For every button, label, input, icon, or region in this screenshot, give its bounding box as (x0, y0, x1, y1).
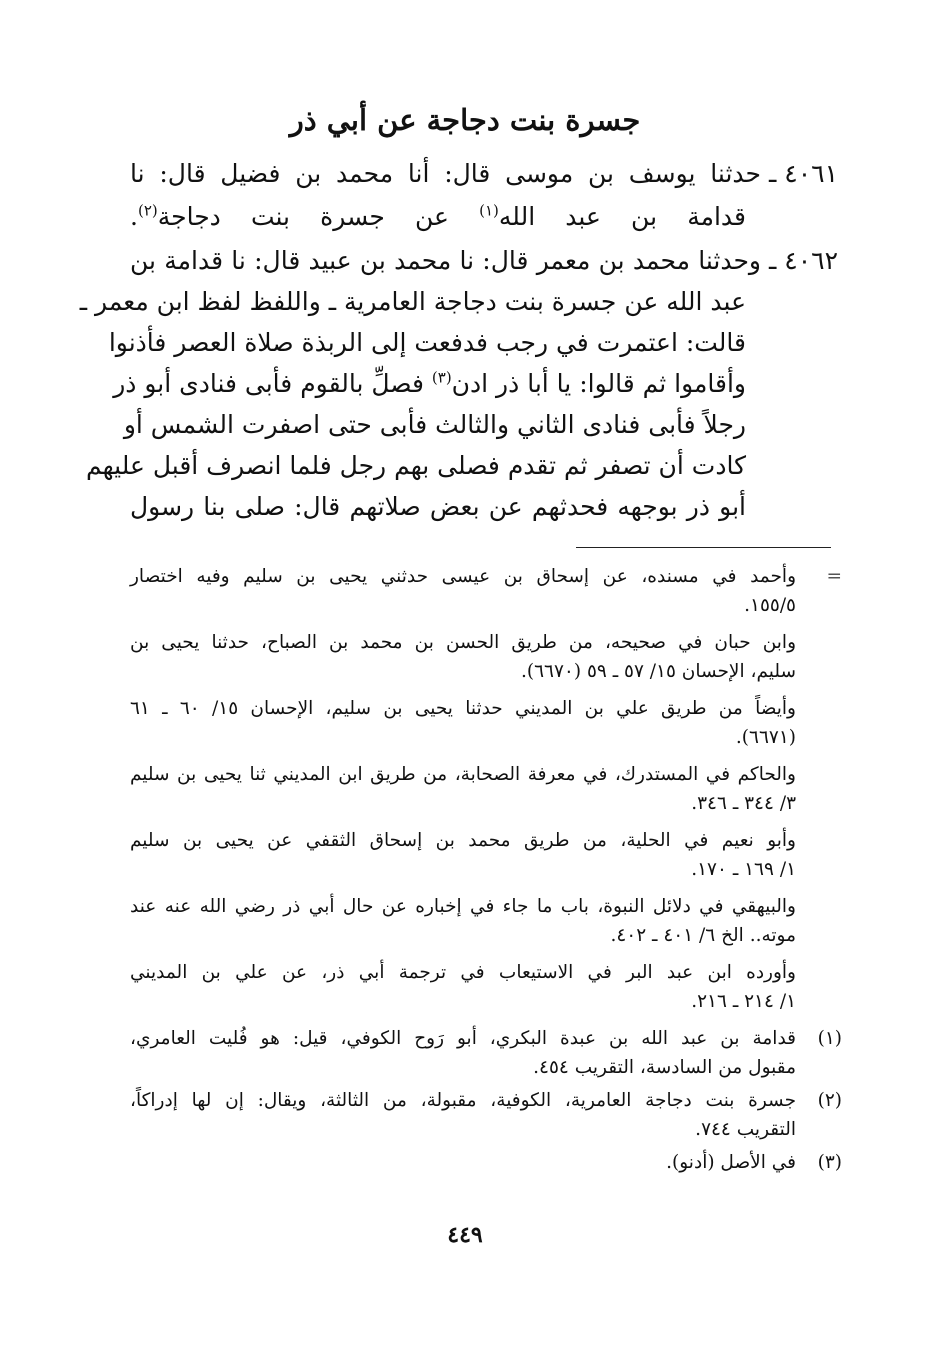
footnote-line: ٣/ ٣٤٤ ـ ٣٤٦. (691, 793, 796, 814)
footnote-line: وأبو نعيم في الحلية، من طريق محمد بن إسحاق الثقفي عن يحيى بن سليم (130, 830, 796, 851)
footnote-marker: (٢) (817, 1090, 842, 1111)
footnote-ref[interactable]: (٢) (137, 201, 158, 220)
footnote-line: ١/ ٢١٤ ـ ٢١٦. (691, 991, 796, 1012)
hadith-text: قدامة بن عبد الله (498, 202, 747, 231)
hadith-line: كادت أن تصفر ثم تقدم فصلى بهم رجل فلما انصرف أقبل عليهم (86, 451, 746, 480)
hadith-text: عن جسرة بنت دجاجة (157, 202, 480, 231)
page-number: ٤٤٩ (447, 1222, 483, 1248)
footnote-marker: (١) (817, 1028, 842, 1049)
footnote-line: موته.. الخ ٦/ ٤٠١ ـ ٤٠٢. (610, 925, 796, 946)
footnote-continued (130, 826, 842, 884)
footnote-1 (130, 1024, 842, 1082)
hadith-line (130, 240, 838, 281)
hadith-number: ٤٠٦١ ـ (769, 159, 838, 188)
footnote-ref[interactable]: (٣) (431, 368, 452, 387)
footnote-marker: (٣) (817, 1152, 842, 1173)
footnote-2 (130, 1086, 842, 1144)
footnote-continued (130, 760, 842, 818)
hadith-text: حدثنا يوسف بن موسى قال: أنا محمد بن فضيل قال: نا (130, 159, 761, 188)
footnote-continued (130, 892, 842, 950)
footnote-line: وابن حبان في صحيحه، من طريق الحسن بن محمد بن الصباح، حدثنا يحيى بن (130, 632, 796, 653)
footnote-continued (130, 694, 842, 752)
hadith-text: . (130, 202, 138, 231)
footnote-line: وأحمد في مسنده، عن إسحاق بن عيسى حدثني يحيى بن سليم وفيه اختصار (130, 566, 796, 587)
hadith-text: وحدثنا محمد بن معمر قال: نا محمد بن عبيد قال: نا قدامة بن (130, 246, 761, 275)
footnote-line: في الأصل (أدنو). (666, 1152, 796, 1173)
footnote-line: جسرة بنت دجاجة العامرية، الكوفية، مقبولة، من الثالثة، ويقال: إن لها إدراكاً، (130, 1090, 796, 1111)
footnote-continued (130, 628, 842, 686)
hadith-line (130, 152, 838, 195)
hadith-line (113, 363, 746, 404)
hadith-number: ٤٠٦٢ ـ (769, 246, 838, 275)
continuation-mark: = (826, 566, 842, 587)
hadith-line: عبد الله عن جسرة بنت دجاجة العامرية ـ واللفظ لفظ ابن معمر ـ (79, 287, 746, 316)
footnote-line: سليم، الإحسان ١٥/ ٥٧ ـ ٥٩ (٦٦٧٠). (520, 661, 796, 682)
footnote-line: ١/ ١٦٩ ـ ١٧٠. (691, 859, 796, 880)
footnote-line: والحاكم في المستدرك، في معرفة الصحابة، من طريق ابن المديني ثنا يحيى بن سليم (130, 764, 796, 785)
footnote-line: (٦٦٧١). (735, 727, 796, 748)
footnote-line: مقبول من السادسة، التقريب ٤٥٤. (533, 1057, 796, 1078)
hadith-text: فصلِّ بالقوم فأبى فنادى أبو ذر (113, 369, 432, 398)
footnote-separator (576, 547, 831, 548)
footnote-line: وأورده ابن عبد البر في الاستيعاب في ترجمة أبي ذر، عن علي بن المديني (130, 962, 796, 983)
hadith-line: قالت: اعتمرت في رجب فدفعت إلى الربذة صلاة العصر فأذنوا (108, 328, 746, 357)
footnote-line: والبيهقي في دلائل النبوة، باب ما جاء في إخباره عن حال أبي ذر رضي الله عنه عند (130, 896, 796, 917)
footnote-line: ١٥٥/٥. (744, 595, 796, 616)
hadith-line (130, 195, 746, 238)
footnote-ref[interactable]: (١) (479, 201, 499, 220)
hadith-line: رجلاً فأبى فنادى الثاني والثالث فأبى حتى اصفرت الشمس أو (123, 410, 746, 439)
footnote-line: التقريب ٧٤٤. (695, 1119, 796, 1140)
footnotes (130, 562, 842, 1181)
hadith-text: وأقاموا ثم قالوا: يا أبا ذر ادن (451, 369, 746, 398)
footnote-continued (130, 958, 842, 1016)
footnote-continued (130, 562, 842, 620)
hadith-4061 (130, 152, 838, 238)
footnote-3 (130, 1148, 842, 1177)
footnote-line: قدامة بن عبد الله بن عبدة البكري، أبو رَوح الكوفي، قيل: هو فُليت العامري، (130, 1028, 796, 1049)
footnote-line: وأيضاً من طريق علي بن المديني حدثنا يحيى بن سليم، الإحسان ١٥/ ٦٠ ـ ٦١ (130, 698, 796, 719)
hadith-4062 (79, 240, 838, 527)
section-title: جسرة بنت دجاجة عن أبي ذر (289, 103, 641, 137)
hadith-line: أبو ذر بوجهه فحدثهم عن بعض صلاتهم قال: صلى بنا رسول (130, 492, 746, 521)
